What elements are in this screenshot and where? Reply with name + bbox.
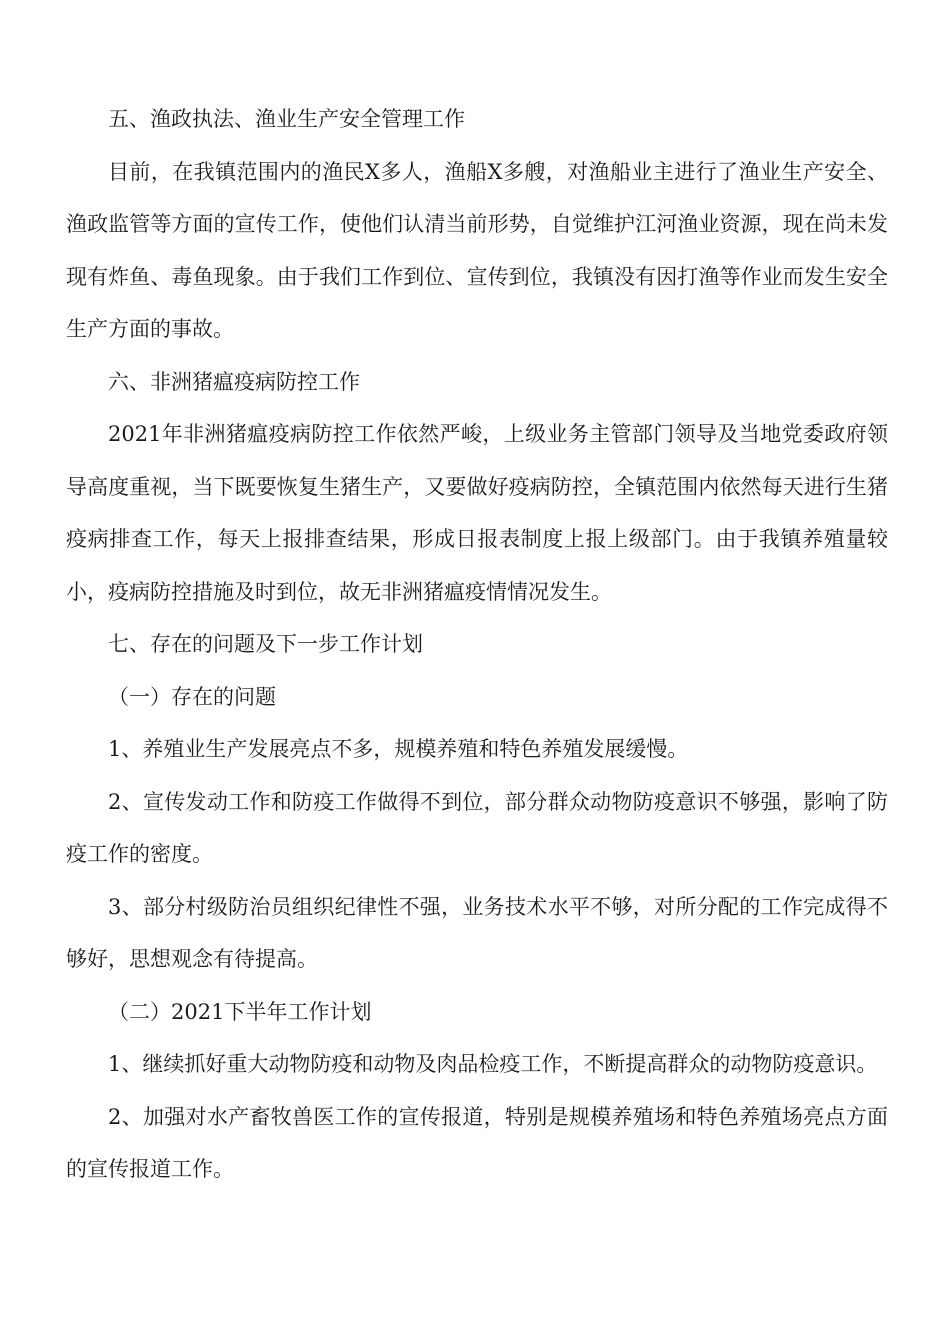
section-heading-6: 六、非洲猪瘟疫病防控工作 — [108, 369, 360, 394]
problem-item-1: 1、养殖业生产发展亮点不多，规模养殖和特色养殖发展缓慢。 — [108, 737, 689, 761]
subsection-heading-problems: （一）存在的问题 — [108, 684, 276, 709]
paragraph-swine-fever: 2021年非洲猪瘟疫病防控工作依然严峻，上级业务主管部门领导及当地党委政府领导高度重视，当下既要恢复生猪生产，又要做好疫病防控，全镇范围内依然每天进行生猪疫病排查工作，每天上报排查结果，形成日报表制度上报上级部门。由于我镇养殖量较小，疫病防控措施及时到位，故无非洲猪瘟疫情情况发生。 — [66, 422, 888, 604]
section-heading-5: 五、渔政执法、渔业生产安全管理工作 — [108, 107, 465, 131]
problem-item-2: 2、宣传发动工作和防疫工作做得不到位，部分群众动物防疫意识不够强，影响了防疫工作的密度。 — [66, 789, 888, 866]
plan-item-1: 1、继续抓好重大动物防疫和动物及肉品检疫工作，不断提高群众的动物防疫意识。 — [108, 1052, 878, 1076]
section-heading-7: 七、存在的问题及下一步工作计划 — [108, 632, 423, 656]
problem-item-3: 3、部分村级防治员组织纪律性不强，业务技术水平不够，对所分配的工作完成得不够好，思想观念有待提高。 — [66, 894, 888, 971]
document-body — [66, 93, 888, 1196]
paragraph-fishery: 目前，在我镇范围内的渔民X多人，渔船X多艘，对渔船业主进行了渔业生产安全、渔政监管等方面的宣传工作，使他们认清当前形势，自觉维护江河渔业资源，现在尚未发现有炸鱼、毒鱼现象。由于我们工作到位、宣传到位，我镇没有因打渔等作业而发生安全生产方面的事故。 — [66, 159, 888, 341]
subsection-heading-plan: （二）2021下半年工作计划 — [108, 999, 372, 1024]
plan-item-2: 2、加强对水产畜牧兽医工作的宣传报道，特别是规模养殖场和特色养殖场亮点方面的宣传报道工作。 — [66, 1104, 888, 1181]
